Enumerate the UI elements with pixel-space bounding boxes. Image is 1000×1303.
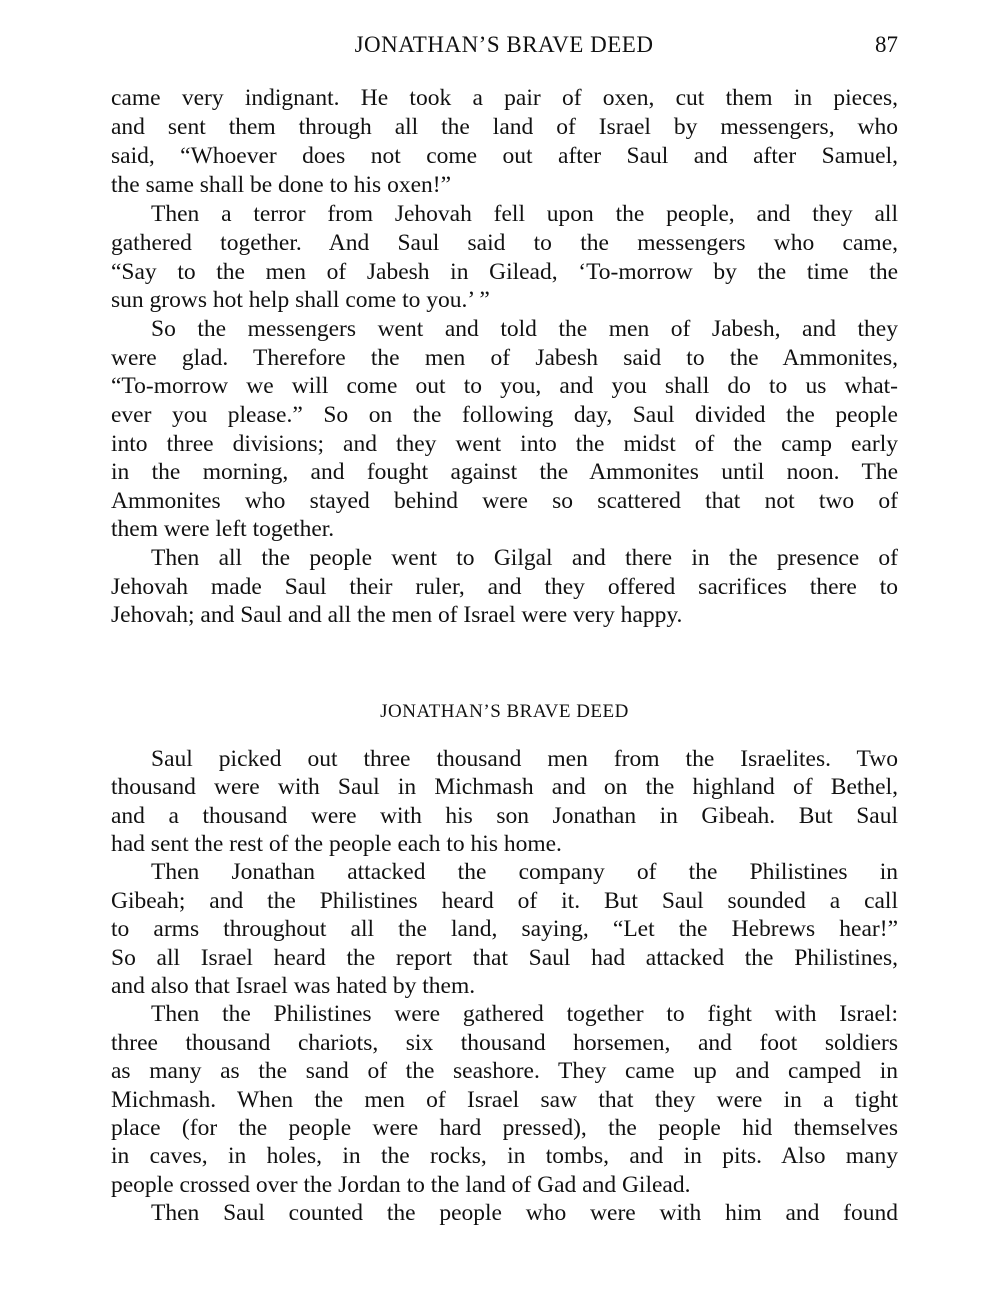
text-line: had sent the rest of the people each to his home. (111, 831, 562, 857)
text-line: Then all the people went to Gilgal and there in the presence of (151, 545, 898, 571)
text-line: people crossed over the Jordan to the land of Gad and Gilead. (111, 1172, 691, 1198)
text-line: to arms throughout all the land, saying, “Let the Hebrews hear!” (111, 916, 898, 942)
text-line: Jehovah; and Saul and all the men of Israel were very happy. (111, 602, 683, 628)
text-line: Then Jonathan attacked the company of the Philistines in (151, 859, 898, 885)
text-line: Then Saul counted the people who were with him and found (151, 1200, 898, 1226)
text-line: gathered together. And Saul said to the messengers who came, (111, 230, 898, 256)
page-number: 87 (875, 32, 898, 57)
text-line: in caves, in holes, in the rocks, in tombs, and in pits. Also many (111, 1143, 898, 1169)
text-line: and sent them through all the land of Israel by messengers, who (111, 114, 898, 140)
text-line: the same shall be done to his oxen!” (111, 172, 452, 198)
text-line: So the messengers went and told the men of Jabesh, and they (151, 316, 898, 342)
text-line: place (for the people were hard pressed), the people hid themselves (111, 1115, 898, 1141)
text-line: thousand were with Saul in Michmash and on the highland of Bethel, (111, 774, 898, 800)
text-line: three thousand chariots, six thousand horsemen, and foot soldiers (111, 1030, 898, 1056)
text-line: Then a terror from Jehovah fell upon the people, and they all (151, 201, 898, 227)
text-line: Ammonites who stayed behind were so scattered that not two of (111, 488, 898, 514)
text-line: were glad. Therefore the men of Jabesh said to the Ammonites, (111, 345, 898, 371)
text-line: them were left together. (111, 516, 335, 542)
text-line: in the morning, and fought against the Ammonites until noon. The (111, 459, 898, 485)
text-line: So all Israel heard the report that Saul had attacked the Philistines, (111, 945, 898, 971)
text-line: Gibeah; and the Philistines heard of it. But Saul sounded a call (111, 888, 898, 914)
text-line: ever you please.” So on the following day, Saul divided the people (111, 402, 898, 428)
text-line: “To-morrow we will come out to you, and you shall do to us what- (111, 373, 898, 399)
text-line: Michmash. When the men of Israel saw that they were in a tight (111, 1087, 898, 1113)
text-line: Then the Philistines were gathered together to fight with Israel: (151, 1001, 898, 1027)
text-line: and a thousand were with his son Jonathan in Gibeah. But Saul (111, 803, 898, 829)
text-line: and also that Israel was hated by them. (111, 973, 476, 999)
running-head (110, 30, 898, 64)
text-line: sun grows hot help shall come to you.’ ” (111, 287, 490, 313)
section-title: JONATHAN’S BRAVE DEED (380, 701, 629, 722)
text-line: “Say to the men of Jabesh in Gilead, ‘To-morrow by the time the (111, 259, 898, 285)
text-line: as many as the sand of the seashore. They came up and camped in (111, 1058, 898, 1084)
text-line: Jehovah made Saul their ruler, and they offered sacrifices there to (111, 574, 898, 600)
text-line: came very indignant. He took a pair of oxen, cut them in pieces, (111, 85, 898, 111)
running-head-title: JONATHAN’S BRAVE DEED (354, 32, 654, 57)
text-line: into three divisions; and they went into the midst of the camp early (111, 431, 898, 457)
text-line: Saul picked out three thousand men from the Israelites. Two (151, 746, 898, 772)
text-line: said, “Whoever does not come out after Saul and after Samuel, (111, 143, 898, 169)
